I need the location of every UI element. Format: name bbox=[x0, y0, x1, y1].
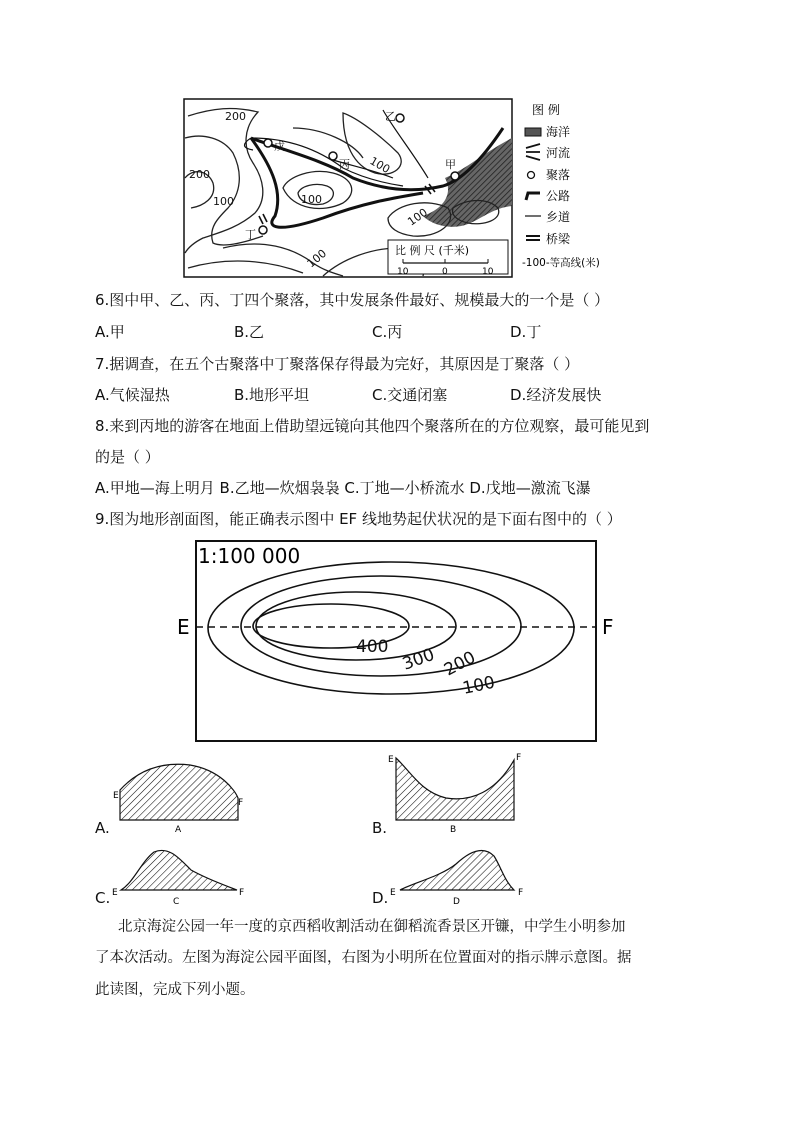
settlement-map bbox=[183, 98, 513, 278]
profile-d-f: F bbox=[518, 888, 524, 898]
ef-map-frame bbox=[196, 541, 596, 741]
legend-settlement: 聚落 bbox=[546, 168, 571, 182]
legend-road: 公路 bbox=[546, 189, 571, 203]
profile-b-f: F bbox=[516, 753, 522, 763]
settlement-wu bbox=[264, 139, 272, 147]
ocean-icon bbox=[525, 128, 541, 136]
profile-option-d[interactable] bbox=[372, 842, 532, 908]
legend-svg bbox=[522, 100, 622, 272]
q8-options[interactable]: A.甲地—海上明月 B.乙地—炊烟袅袅 C.丁地—小桥流水 D.戊地—激流飞瀑 bbox=[95, 479, 591, 497]
question-8-line1: 8.来到丙地的游客在地面上借助望远镜向其他四个聚落所在的方位观察，最可能见到 bbox=[95, 417, 650, 435]
ef-contour-label-200: 200 bbox=[440, 647, 480, 681]
passage-line-3: 此读图，完成下列小题。 bbox=[95, 982, 255, 998]
scale-tick-10a: 10 bbox=[397, 267, 409, 277]
label-jia: 甲 bbox=[445, 158, 456, 171]
road-icon bbox=[526, 193, 540, 200]
passage-line-2: 了本次活动。左图为海淀公园平面图，右图为小明所在位置面对的指示牌示意图。据 bbox=[95, 950, 632, 966]
q7-option-c[interactable]: C.交通闭塞 bbox=[372, 386, 448, 404]
legend-river: 河流 bbox=[546, 146, 571, 160]
passage-line-1: 北京海淀公园一年一度的京西稻收割活动在御稻流香景区开镰，中学生小明参加 bbox=[118, 919, 626, 935]
profile-b-svg bbox=[386, 752, 526, 838]
profile-c-svg bbox=[109, 842, 249, 908]
contour-label-100c: 100 bbox=[367, 154, 393, 177]
profile-c-f: F bbox=[239, 888, 245, 898]
legend-ocean: 海洋 bbox=[546, 125, 571, 139]
settlement-yi bbox=[396, 114, 404, 122]
river-icon bbox=[526, 144, 540, 160]
label-ding: 丁 bbox=[245, 228, 256, 241]
contour-label-200b: 200 bbox=[189, 168, 210, 181]
question-6: 6.图中甲、乙、丙、丁四个聚落，其中发展条件最好、规模最大的一个是（ ） bbox=[95, 291, 610, 309]
profile-a-caption: A bbox=[175, 825, 182, 835]
legend-title: 图 例 bbox=[532, 103, 560, 117]
contour-label-200a: 200 bbox=[225, 110, 246, 123]
map-legend bbox=[522, 100, 622, 272]
question-8-line2: 的是（ ） bbox=[95, 448, 160, 466]
legend-country-road: 乡道 bbox=[546, 210, 571, 224]
legend-contour: -100-等高线(米) bbox=[522, 257, 600, 269]
settlement-ding bbox=[259, 226, 267, 234]
profile-b-caption: B bbox=[450, 825, 457, 835]
settlement-bing bbox=[329, 152, 337, 160]
profile-a-letter: A. bbox=[95, 819, 110, 837]
scale-tick-10b: 10 bbox=[482, 267, 494, 277]
contour-label-100e: 100 bbox=[304, 246, 330, 271]
profile-d-svg bbox=[386, 842, 526, 908]
question-7: 7.据调查，在五个古聚落中丁聚落保存得最为完好，其原因是丁聚落（ ） bbox=[95, 355, 580, 373]
q7-option-b[interactable]: B.地形平坦 bbox=[234, 386, 310, 404]
q6-option-d[interactable]: D.丁 bbox=[510, 323, 542, 341]
profile-d-e: E bbox=[390, 888, 396, 898]
question-9: 9.图为地形剖面图，能正确表示图中 EF 线地势起伏状况的是下面右图中的（ ） bbox=[95, 510, 622, 528]
q6-option-b[interactable]: B.乙 bbox=[234, 323, 265, 341]
q7-option-a[interactable]: A.气候湿热 bbox=[95, 386, 170, 404]
ef-contour-map bbox=[176, 540, 616, 744]
ef-label-e: E bbox=[177, 615, 190, 639]
ef-contour-label-300: 300 bbox=[399, 644, 438, 675]
ef-scale-label: 1:100 000 bbox=[198, 544, 301, 568]
q7-option-d[interactable]: D.经济发展快 bbox=[510, 386, 602, 404]
ef-contour-label-100: 100 bbox=[460, 672, 497, 699]
profile-a-e: E bbox=[113, 791, 119, 801]
profile-b-e: E bbox=[388, 755, 394, 765]
profile-d-letter: D. bbox=[372, 889, 389, 907]
profile-option-c[interactable] bbox=[95, 842, 255, 908]
label-wu: 戊 bbox=[274, 140, 285, 153]
profile-option-a[interactable] bbox=[95, 760, 255, 838]
label-bing: 丙 bbox=[339, 158, 350, 171]
profile-b-letter: B. bbox=[372, 819, 388, 837]
ef-contour-svg bbox=[176, 540, 616, 744]
profile-a-svg bbox=[110, 760, 250, 838]
settlement-map-svg bbox=[183, 98, 513, 278]
profile-c-letter: C. bbox=[95, 889, 111, 907]
settlement-jia bbox=[451, 172, 459, 180]
label-yi: 乙 bbox=[385, 110, 396, 123]
scale-tick-0: 0 bbox=[442, 267, 448, 277]
profile-option-b[interactable] bbox=[372, 752, 532, 838]
contour-label-100a: 100 bbox=[213, 195, 234, 208]
ef-contour-label-400: 400 bbox=[356, 637, 389, 657]
profile-c-caption: C bbox=[173, 897, 180, 907]
profile-c-e: E bbox=[112, 888, 118, 898]
ef-label-f: F bbox=[602, 615, 614, 639]
contour-label-100d: 100 bbox=[405, 205, 430, 229]
settlement-icon bbox=[528, 172, 535, 179]
legend-bridge: 桥梁 bbox=[546, 232, 571, 246]
q6-option-a[interactable]: A.甲 bbox=[95, 323, 125, 341]
q6-option-c[interactable]: C.丙 bbox=[372, 323, 403, 341]
scale-label: 比 例 尺 (千米) bbox=[395, 244, 470, 257]
contour-label-100b: 100 bbox=[301, 193, 322, 206]
profile-a-f: F bbox=[238, 798, 244, 808]
profile-d-caption: D bbox=[453, 897, 460, 907]
